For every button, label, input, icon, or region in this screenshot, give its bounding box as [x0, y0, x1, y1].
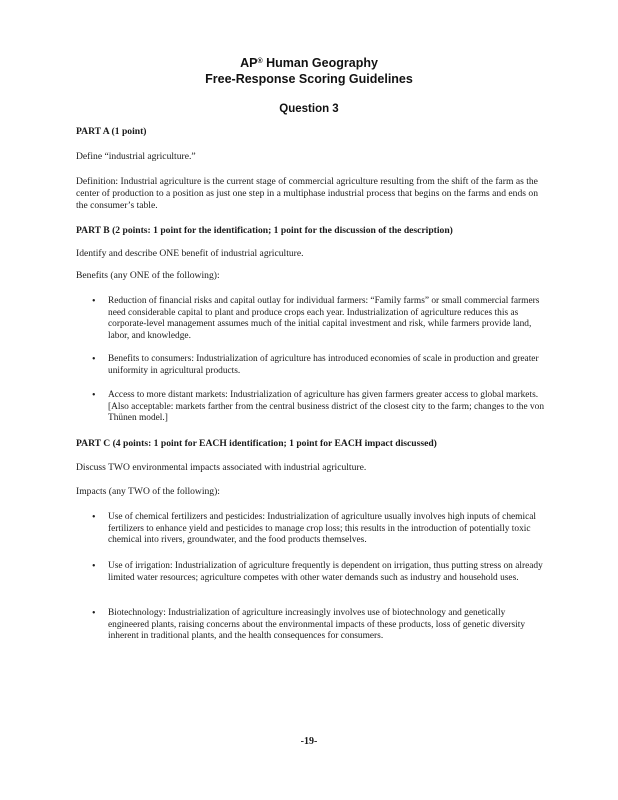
part-c-impacts-list	[92, 512, 548, 547]
list-item	[92, 296, 548, 342]
part-c-impacts-list-3	[92, 608, 548, 643]
document-title	[0, 56, 618, 70]
part-c-prompt: Discuss TWO environmental impacts associated with industrial agriculture.	[76, 462, 367, 473]
list-item-text: Use of chemical fertilizers and pesticides: Industrialization of agriculture usually involves high inputs of chemical fertilizers to enhance yield and pesticides to manage crop loss; this results in the introduction of potentially toxic chemical into rivers, groundwater, and the food products themselves.	[108, 512, 536, 546]
bullet-icon: •	[92, 390, 96, 401]
list-item	[92, 390, 548, 425]
list-item	[92, 561, 548, 584]
list-item	[92, 512, 548, 547]
registered-mark: ®	[257, 58, 263, 65]
list-item-text: Benefits to consumers: Industrialization of agriculture has introduced economies of scale in production and greater uniformity in agricultural products.	[108, 354, 539, 376]
list-item-text: Reduction of financial risks and capital outlay for individual farmers: “Family farms” or small commercial farmers need considerable capital to plant and produce crops each year. Industrialization of agriculture reduces this as corporate-level management assumes much of the initial capital investment and risk, while farmers provide land, labor, and knowledge.	[108, 296, 540, 341]
part-b-benefits-list	[92, 296, 548, 342]
part-b-benefits-list-3	[92, 390, 548, 425]
bullet-icon: •	[92, 354, 96, 365]
bullet-icon: •	[92, 296, 96, 307]
document-subtitle: Free-Response Scoring Guidelines	[205, 72, 413, 86]
list-item	[92, 608, 548, 643]
part-c-heading: PART C (4 points: 1 point for EACH identification; 1 point for EACH impact discussed)	[76, 438, 437, 449]
list-item	[92, 354, 548, 377]
list-item-text: Access to more distant markets: Industrialization of agriculture has given farmers greater access to global markets. [Also acceptable: markets farther from the central business district of the closest city to the farm; changes to the von Thünen model.]	[108, 390, 545, 424]
part-c-list-intro: Impacts (any TWO of the following):	[76, 486, 220, 497]
bullet-icon: •	[92, 608, 96, 619]
question-heading: Question 3	[279, 103, 339, 115]
part-b-heading: PART B (2 points: 1 point for the identification; 1 point for the discussion of the description)	[76, 225, 453, 236]
part-a-definition: Definition: Industrial agriculture is the current stage of commercial agriculture resulting from the shift of the farm as the center of production to a position as just one step in a multiphase industrial process that begins on the farms and ends on the consumer’s table.	[76, 176, 539, 211]
bullet-icon: •	[92, 561, 96, 572]
part-b-benefits-list-2	[92, 354, 548, 377]
page-number: -19-	[300, 736, 318, 747]
title-prefix: AP	[240, 56, 258, 70]
part-a-prompt: Define “industrial agriculture.”	[76, 151, 196, 162]
list-item-text: Biotechnology: Industrialization of agriculture increasingly involves use of biotechnology and genetically engineered plants, raising concerns about the environmental impacts of these products, loss of genetic diversity inherent in traditional plants, and the health consequences for consumers.	[108, 608, 526, 642]
part-a-heading: PART A (1 point)	[76, 126, 147, 137]
part-b-prompt: Identify and describe ONE benefit of industrial agriculture.	[76, 248, 304, 259]
list-item-text: Use of irrigation: Industrialization of agriculture frequently is dependent on irrigation, thus putting stress on already limited water resources; agriculture competes with other water demands such as industry and household uses.	[108, 561, 543, 583]
title-suffix: Human Geography	[262, 56, 378, 70]
part-c-impacts-list-2	[92, 561, 548, 584]
bullet-icon: •	[92, 512, 96, 523]
part-b-list-intro: Benefits (any ONE of the following):	[76, 270, 220, 281]
